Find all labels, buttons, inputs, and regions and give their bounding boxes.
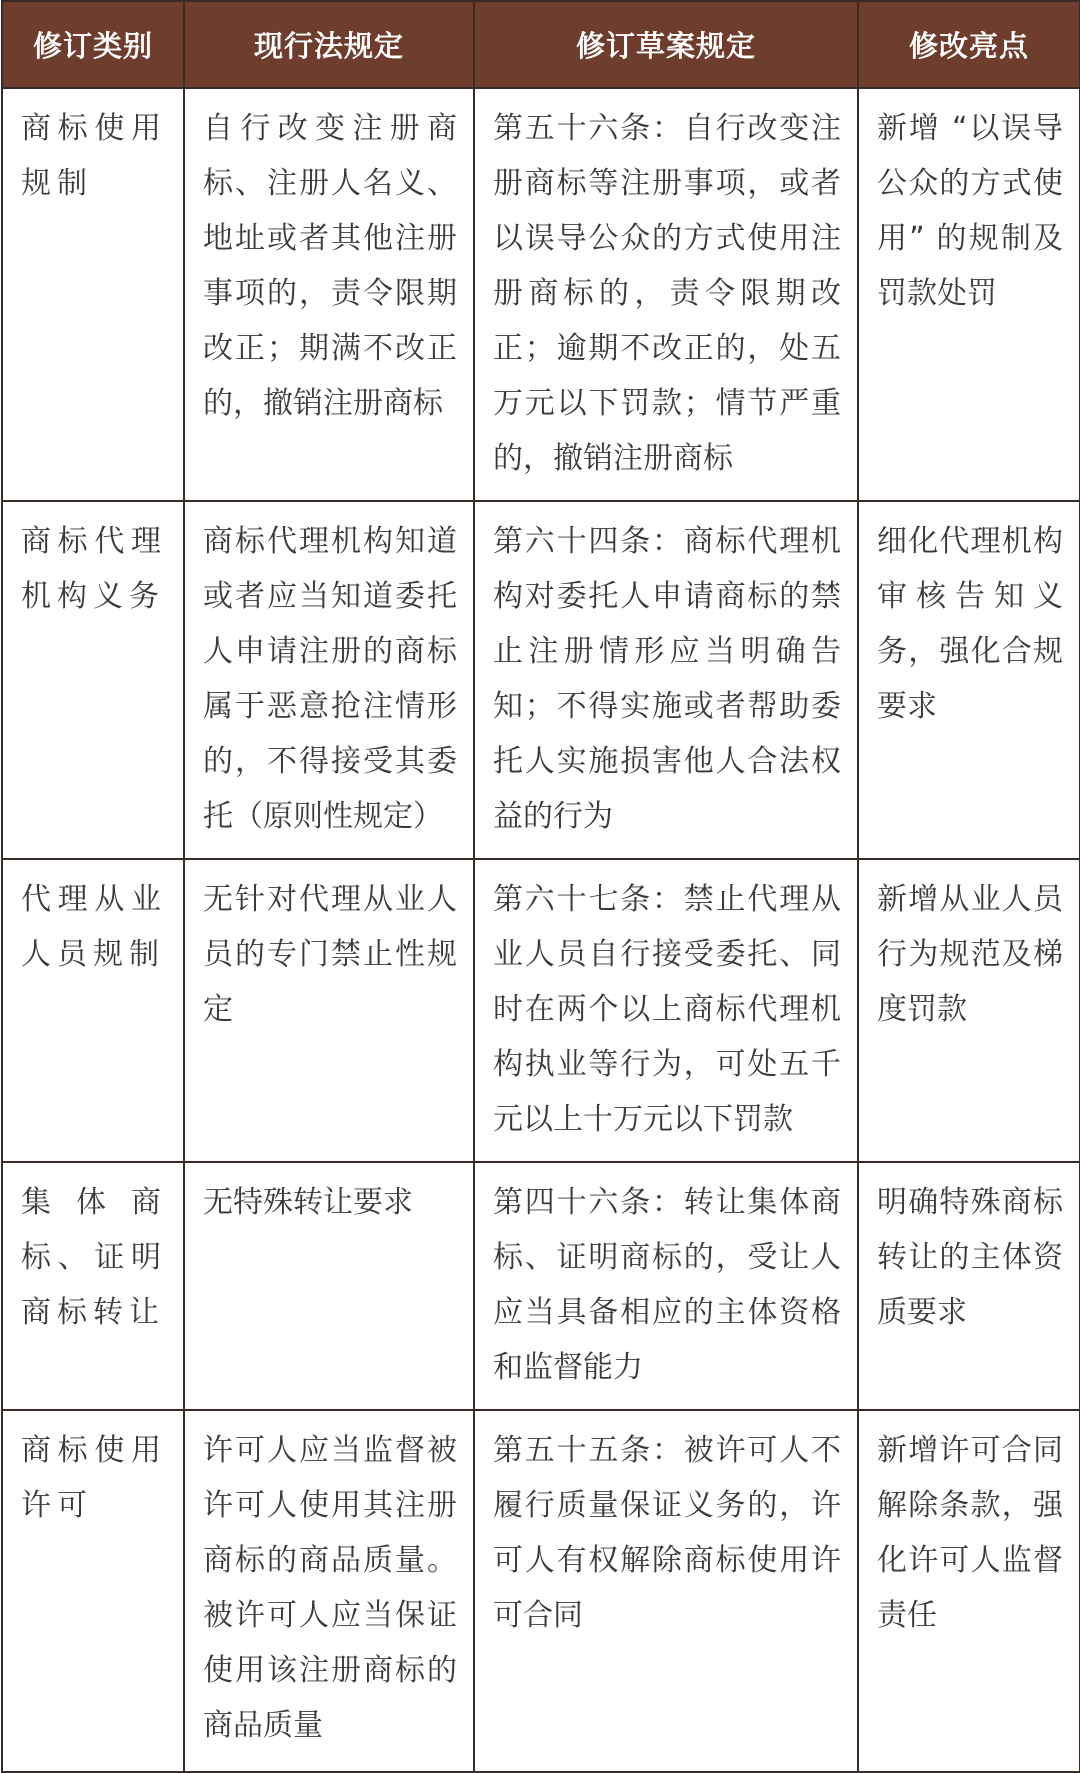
cell-current-law: 商标代理机构知道或者应当知道委托人申请注册的商标属于恶意抢注情形的，不得接受其委托（原则性规定）: [184, 501, 474, 859]
cell-category: 商标使用许可: [2, 1410, 184, 1772]
cell-draft-provision: 第六十四条：商标代理机构对委托人申请商标的禁止注册情形应当明确告知；不得实施或者帮助委托人实施损害他人合法权益的行为: [474, 501, 858, 859]
table-body: [2, 88, 1080, 1772]
cell-highlight: 明确特殊商标转让的主体资质要求: [858, 1162, 1080, 1410]
table-header: [2, 1, 1080, 88]
header-revision-category: 修订类别: [2, 1, 184, 88]
header-row: [2, 1, 1080, 88]
header-draft-provision: 修订草案规定: [474, 1, 858, 88]
cell-highlight: 新增许可合同解除条款，强化许可人监督责任: [858, 1410, 1080, 1772]
cell-draft-provision: 第五十五条：被许可人不履行质量保证义务的，许可人有权解除商标使用许可合同: [474, 1410, 858, 1772]
header-current-law: 现行法规定: [184, 1, 474, 88]
cell-draft-provision: 第四十六条：转让集体商标、证明商标的，受让人应当具备相应的主体资格和监督能力: [474, 1162, 858, 1410]
cell-category: 代理从业人员规制: [2, 859, 184, 1162]
cell-current-law: 许可人应当监督被许可人使用其注册商标的商品质量。被许可人应当保证使用该注册商标的商品质量: [184, 1410, 474, 1772]
cell-current-law: 无特殊转让要求: [184, 1162, 474, 1410]
header-highlights: 修改亮点: [858, 1, 1080, 88]
cell-highlight: 新增从业人员行为规范及梯度罚款: [858, 859, 1080, 1162]
cell-current-law: 自行改变注册商标、注册人名义、地址或者其他注册事项的，责令限期改正；期满不改正的，撤销注册商标: [184, 88, 474, 501]
table-row: [2, 1410, 1080, 1772]
cell-category: 商标代理机构义务: [2, 501, 184, 859]
cell-category: 集体商标、证明商标转让: [2, 1162, 184, 1410]
cell-highlight: 细化代理机构审核告知义务，强化合规要求: [858, 501, 1080, 859]
table-row: [2, 859, 1080, 1162]
table-row: [2, 88, 1080, 501]
cell-draft-provision: 第五十六条：自行改变注册商标等注册事项，或者以误导公众的方式使用注册商标的，责令限期改正；逾期不改正的，处五万元以下罚款；情节严重的，撤销注册商标: [474, 88, 858, 501]
table-row: [2, 1162, 1080, 1410]
table-row: [2, 501, 1080, 859]
trademark-law-comparison-table: [1, 0, 1080, 1773]
cell-draft-provision: 第六十七条：禁止代理从业人员自行接受委托、同时在两个以上商标代理机构执业等行为，可处五千元以上十万元以下罚款: [474, 859, 858, 1162]
cell-category: 商标使用规制: [2, 88, 184, 501]
cell-current-law: 无针对代理从业人员的专门禁止性规定: [184, 859, 474, 1162]
cell-highlight: 新增 “以误导公众的方式使用” 的规制及罚款处罚: [858, 88, 1080, 501]
